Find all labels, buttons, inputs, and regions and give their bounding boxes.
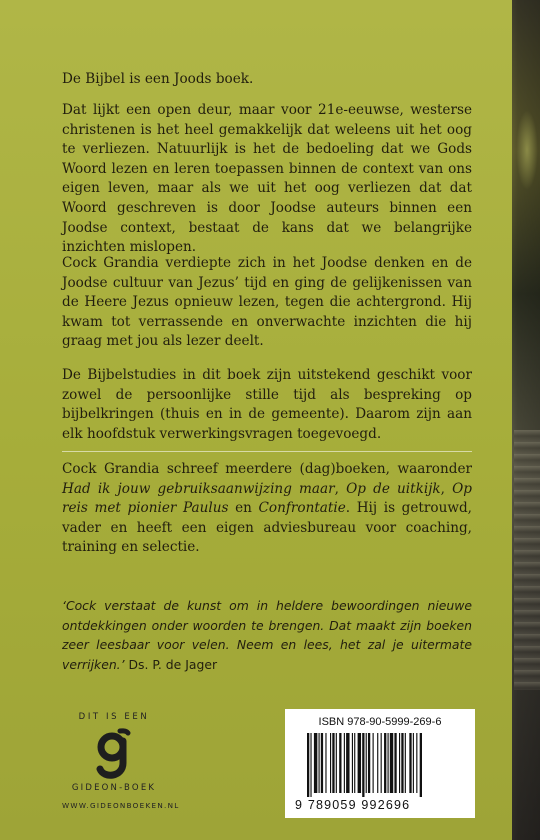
publisher-url: WWW.GIDEONBOEKEN.NL [62,801,180,810]
barcode-bar [366,733,367,793]
cover-photo-edge [512,0,540,840]
description-paragraph-3 [62,366,472,444]
paragraph-2-text: Cock Grandia verdiepte zich in het Joodse denken en de Joodse cultuur van Jezus’ tijd en ging de gelijkenissen van de Heere Jezus opnieuw lezen, tegen die achtergrond. Hij kwam tot verrassende en onverwachte inzichten die hij graag met jou als lezer deelt. [62,255,472,350]
bio-book-title-3: Op reis met pionier Paulus [62,480,472,517]
bio-book-title-2: Op de uitkijk [346,480,441,497]
barcode-bar [381,733,382,793]
intro-line [62,70,472,90]
barcode-bar [394,733,396,793]
bio-separator: , [334,480,347,497]
description-paragraph-1 [62,101,472,258]
barcode-bar [319,733,320,793]
barcode-bar [314,733,317,793]
barcode-bar [339,733,341,793]
barcode-bar [336,733,337,793]
publisher-tagline: DIT IS EEN [78,712,150,722]
bio-lead: Cock Grandia schreef meerdere (dag)boeken, waaronder [62,461,472,477]
barcode-bar [330,733,331,793]
publisher-logo [62,707,180,819]
bio-tail: . Hij is getrouwd, vader en heeft een eigen adviesbureau voor coaching, training en selectie. [62,500,472,556]
barcode-bar [321,733,323,793]
barcode-bar [358,733,361,793]
barcode-bar [344,733,345,793]
section-divider [62,451,472,452]
barcode-bar [352,733,353,793]
intro-text: De Bijbel is een Joods boek. [62,71,254,87]
bio-separator: , [440,480,453,497]
quote-text: ‘Cock verstaat de kunst om in heldere bewoordingen nieuwe ontdekkingen onder woorden te brengen. Dat maakt zijn boeken zeer leesbaar voor velen. Neem en lees, het zal je uitermate verrijken.’ [62,598,472,672]
bio-book-title-1: Had ik jouw gebruiksaanwijzing maar [62,480,335,497]
barcode-bar [310,733,311,797]
isbn-label: ISBN 978-90-5999-269-6 [318,716,442,728]
publisher-name: GIDEON-BOEK [71,783,157,793]
barcode-bars [307,733,457,797]
barcode-bar [362,733,364,797]
barcode-bar [384,733,386,793]
barcode-digits: 9 789059 992696 [295,798,411,812]
quote-attribution: Ds. P. de Jager [124,656,218,672]
barcode-bar [401,733,403,793]
isbn-barcode [285,709,475,818]
description-paragraph-2 [62,254,472,352]
author-bio [62,460,472,558]
endorsement-quote [62,596,472,674]
barcode-bar [409,733,411,793]
paragraph-1-text: Dat lijkt een open deur, maar voor 21e-eeuwse, westerse christenen is het heel gemakkelijk dat weleens uit het oog te verliezen. Natuurlijk is het de bedoeling dat we Gods Woord lezen en leren toepassen binnen de context van ons eigen leven, maar als we uit het oog verliezen dat dat Woord geschreven is door Joodse auteurs binnen een Joodse context, bestaat de kans dat we belangrijke inzichten mislopen. [62,102,472,256]
barcode-bar [332,733,334,793]
barcode-bar [399,733,400,793]
barcode-bar [373,733,374,793]
barcode-bar [346,733,349,793]
author-bio-text [62,460,472,558]
g-letter-logo-icon [92,727,136,783]
barcode-bar [420,733,422,797]
barcode-bar [390,733,393,793]
paragraph-3-text: De Bijbelstudies in dit boek zijn uitstekend geschikt voor zowel de persoonlijke stille tijd als bespreking op bijbelkringen (thuis en in de gemeente). Daarom zijn aan elk hoofdstuk verwerkingsvragen toegevoegd. [62,367,472,442]
barcode-bar [377,733,378,793]
barcode-bar [307,733,309,797]
barcode-bar [388,733,389,793]
barcode-bar [325,733,326,793]
barcode-bar [405,733,406,793]
barcode-bar [416,733,417,793]
barcode-bar [368,733,370,793]
bio-separator: en [228,500,259,517]
barcode-bar [413,733,414,793]
bio-book-title-4: Confrontatie [258,500,346,517]
barcode-bar [354,733,355,793]
